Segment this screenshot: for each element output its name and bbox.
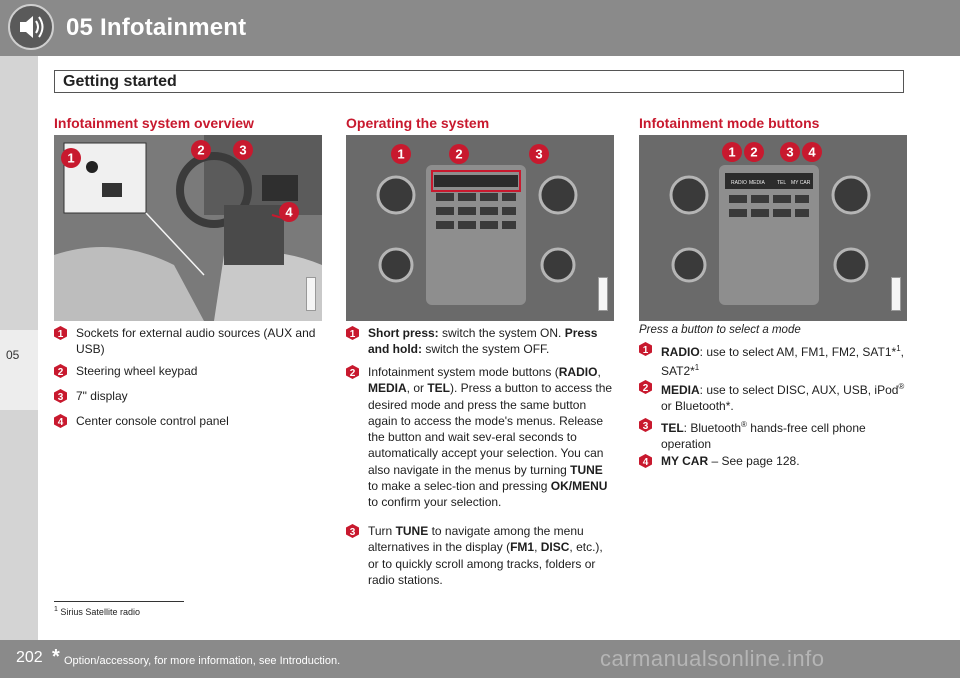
chapter-tab-number: 05 bbox=[6, 348, 20, 362]
callout-3-badge bbox=[528, 143, 550, 165]
svg-text:4: 4 bbox=[808, 144, 816, 160]
svg-text:1: 1 bbox=[397, 146, 405, 162]
chapter-tab bbox=[0, 330, 38, 410]
svg-text:4: 4 bbox=[57, 417, 64, 428]
svg-text:MY CAR: MY CAR bbox=[791, 180, 811, 186]
callout-2-badge bbox=[743, 141, 765, 163]
footnote: $^1$ Sirius Satellite radio bbox=[54, 606, 140, 617]
svg-text:3: 3 bbox=[642, 421, 649, 432]
number-badge bbox=[54, 389, 67, 403]
svg-text:1: 1 bbox=[642, 345, 649, 356]
svg-text:1: 1 bbox=[57, 329, 64, 340]
heading-operating-system: Operating the system bbox=[346, 115, 490, 131]
interior-overview-photo bbox=[54, 135, 322, 321]
callout-4-badge bbox=[278, 201, 300, 223]
overview-item-4: 4 Center console control panel bbox=[54, 413, 324, 429]
footer-star: * bbox=[52, 646, 60, 668]
mode-buttons-photo bbox=[639, 135, 907, 321]
svg-text:1: 1 bbox=[728, 144, 736, 160]
number-badge bbox=[54, 326, 67, 340]
callout-3-badge bbox=[232, 139, 254, 161]
chapter-title: 05 Infotainment bbox=[66, 14, 247, 41]
mode-item-4: 4 MY CAR – See page 128. bbox=[639, 453, 907, 469]
overview-item-3: 3 7" display bbox=[54, 388, 324, 404]
number-badge bbox=[346, 365, 359, 379]
watermark: carmanualsonline.info bbox=[600, 646, 825, 671]
overview-item-2: 2 Steering wheel keypad bbox=[54, 363, 324, 379]
callout-3-badge bbox=[779, 141, 801, 163]
svg-text:4: 4 bbox=[285, 204, 293, 220]
svg-text:1: 1 bbox=[67, 150, 75, 166]
svg-text:3: 3 bbox=[239, 142, 247, 158]
operating-item-1: 1 Short press: switch the system ON. Press and hold: switch the system OFF. bbox=[346, 325, 614, 358]
heading-system-overview: Infotainment system overview bbox=[54, 115, 254, 131]
page-number: 202 bbox=[16, 649, 43, 666]
callout-4-badge bbox=[801, 141, 823, 163]
overview-item-1: 1 Sockets for external audio sources (AUX and USB) bbox=[54, 325, 324, 358]
operating-item-2: 2 Infotainment system mode buttons (RADIO, MEDIA, or TEL). Press a button to access the desired mode and press the same button again to access the mode's menus. Release the button and wait sev-eral seconds to automatically accept your selection. You can also navigate in the menus by turning TUNE to make a selec-tion and pressing OK/MENU to confirm your selection. bbox=[346, 364, 614, 511]
number-badge bbox=[346, 524, 359, 538]
svg-text:RADIO: RADIO bbox=[731, 180, 747, 186]
number-badge bbox=[54, 414, 67, 428]
callout-1-badge bbox=[721, 141, 743, 163]
svg-text:2: 2 bbox=[642, 383, 649, 394]
image-code bbox=[891, 277, 901, 311]
callout-2-badge bbox=[190, 139, 212, 161]
svg-text:2: 2 bbox=[57, 367, 64, 378]
operating-item-3: 3 Turn TUNE to navigate among the menu alternatives in the display (FM1, DISC, etc.), or to quickly scroll among tracks, folders or radio stations. bbox=[346, 523, 614, 588]
callout-1-badge bbox=[390, 143, 412, 165]
photo-caption: Press a button to select a mode bbox=[639, 324, 801, 336]
svg-text:3: 3 bbox=[786, 144, 794, 160]
svg-text:2: 2 bbox=[197, 142, 205, 158]
image-code bbox=[598, 277, 608, 311]
svg-text:3: 3 bbox=[349, 527, 356, 538]
speaker-icon bbox=[6, 2, 56, 52]
svg-text:2: 2 bbox=[455, 146, 463, 162]
section-header bbox=[54, 70, 904, 93]
svg-text:3: 3 bbox=[57, 392, 64, 403]
number-badge bbox=[639, 380, 652, 394]
heading-mode-buttons: Infotainment mode buttons bbox=[639, 115, 820, 131]
number-badge bbox=[346, 326, 359, 340]
svg-text:TEL: TEL bbox=[777, 180, 787, 186]
number-badge bbox=[54, 364, 67, 378]
mode-item-1: 1 RADIO: use to select AM, FM1, FM2, SAT1*$^1$, SAT2*$^1$ bbox=[639, 341, 907, 380]
mode-item-2: 2 MEDIA: use to select DISC, AUX, USB, iPod® or Bluetooth*. bbox=[639, 379, 907, 415]
svg-text:MEDIA: MEDIA bbox=[749, 180, 765, 186]
svg-text:2: 2 bbox=[349, 368, 356, 379]
svg-text:4: 4 bbox=[642, 457, 649, 468]
svg-text:1: 1 bbox=[349, 329, 356, 340]
number-badge bbox=[639, 454, 652, 468]
number-badge bbox=[639, 342, 652, 356]
footnote-rule bbox=[54, 601, 184, 602]
svg-text:3: 3 bbox=[535, 146, 543, 162]
svg-text:2: 2 bbox=[750, 144, 758, 160]
callout-2-badge bbox=[448, 143, 470, 165]
control-panel-photo bbox=[346, 135, 614, 321]
callout-1-badge bbox=[60, 147, 82, 169]
section-title: Getting started bbox=[63, 73, 177, 90]
footer-note: Option/accessory, for more information, see Introduction. bbox=[64, 655, 341, 667]
mode-item-3: 3 TEL: Bluetooth® hands-free cell phone operation bbox=[639, 417, 907, 453]
image-code bbox=[306, 277, 316, 311]
number-badge bbox=[639, 418, 652, 432]
